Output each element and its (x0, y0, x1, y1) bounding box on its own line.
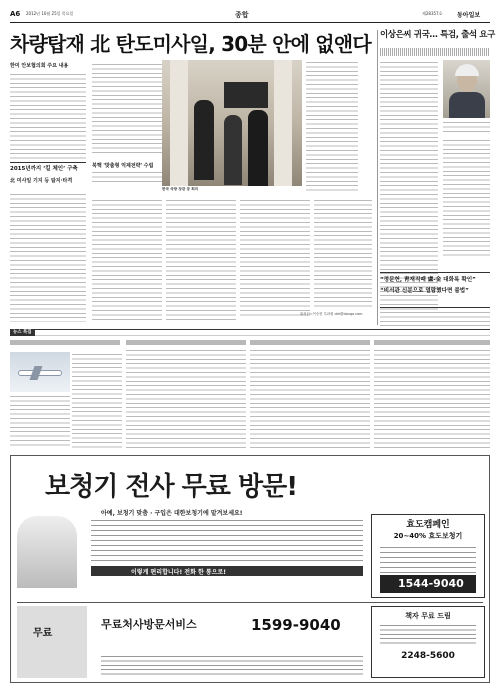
lead-subhead-4-box (92, 160, 162, 170)
lead-headline: 차량탑재 北 탄도미사일, 30분 안에 없앤다 (10, 32, 371, 56)
news-bar (10, 329, 490, 336)
aircraft-photo (10, 352, 70, 392)
portrait-body (449, 92, 485, 118)
issue-number: 제28357호 (422, 11, 443, 16)
column-divider (377, 30, 378, 325)
story-3-body (126, 348, 246, 448)
story-2-body (72, 352, 122, 448)
ad-free-badge: 무료 (33, 628, 53, 639)
story-2-title (10, 340, 120, 345)
quote-line-1: “정문헌, 靑재직때 盧-金 대화록 확인” (380, 277, 476, 283)
ad-service-box (101, 616, 363, 652)
lead-body-2 (10, 192, 86, 322)
lead-subhead-4: 북핵 '맞춤형 억제전략' 수립 (92, 163, 154, 169)
photo-person-3 (248, 110, 268, 186)
photo-sign (224, 82, 268, 108)
lead-body-9 (306, 60, 358, 192)
lead-subhead-2-box (10, 162, 86, 185)
ad-service: 무료처사방문서비스 (101, 618, 197, 631)
book-offer: 책자 무료 드림 (405, 612, 451, 620)
ad-note-bar (91, 566, 363, 576)
story-2-body-b (10, 394, 70, 448)
campaign-phone-box (380, 575, 476, 593)
ad-body-lines (91, 518, 363, 564)
ad-model-figure (17, 516, 77, 588)
campaign-phone: 1544-9040 (398, 577, 464, 590)
lead-body-8 (314, 198, 372, 308)
page-header (10, 10, 490, 22)
lead-body-7 (240, 198, 310, 318)
right-story-title: 이상은씨 귀국… 특검, 출석 요구 (380, 30, 495, 40)
lead-byline: 워싱턴=이승헌 특파원 ddr@donga.com (300, 312, 363, 316)
portrait-hair (455, 64, 479, 76)
ad-phone-main: 1599-9040 (251, 616, 341, 634)
campaign-body (380, 545, 476, 573)
story-4-title (250, 340, 370, 345)
page-date: 2012년 10월 25일 목요일 (26, 11, 74, 16)
lead-subhead-3: 北 미사일 기지 등 탐지·타격 (10, 178, 73, 184)
book-phone: 2248-5600 (401, 651, 455, 661)
story-5-title (374, 340, 490, 345)
ad-subline: 아예, 보청기 맞춤 · 구입은 대한보청기에 맡겨보세요! (101, 510, 243, 517)
portrait-photo (443, 60, 490, 118)
header-rule (10, 22, 490, 23)
photo-building-column (170, 60, 188, 186)
quote-box (380, 272, 490, 308)
ad-fine-print (101, 654, 363, 678)
paper-name: 동아일보 (457, 12, 481, 19)
lead-subhead-1: 한미 안보협의회 주요 내용 (10, 63, 69, 69)
photo-person-1 (194, 100, 214, 180)
photo-person-2 (224, 115, 242, 185)
ad-bottom-left (17, 606, 87, 678)
ad-divider (17, 602, 483, 603)
book-offer-body (380, 623, 476, 647)
section-title: 종합 (235, 11, 249, 19)
campaign-box (371, 514, 485, 598)
lead-subhead-2: 2015년까지 ‘킬 체인’ 구축 (10, 166, 78, 172)
lead-photo (162, 60, 302, 186)
story-5-body (374, 348, 490, 448)
quote-line-2: “비서관 신분으로 열람했다면 불법” (380, 288, 469, 294)
lead-body-1 (10, 72, 86, 160)
page-number: A6 (10, 10, 21, 18)
right-story-body-3 (380, 310, 490, 326)
lead-body-4 (92, 170, 162, 182)
ad-note-text: 이렇게 편리합니다! 전화 한 통으로! (131, 569, 226, 576)
lead-subhead-box (10, 62, 86, 70)
photo-building-column (274, 60, 292, 186)
lead-body-6 (166, 198, 236, 322)
portrait-caption (443, 120, 490, 134)
story-3-title (126, 340, 246, 345)
book-offer-box (371, 606, 485, 678)
lead-body-5 (92, 198, 162, 322)
ad-panel (10, 455, 490, 683)
campaign-discount: 20~40% 효도보청기 (393, 532, 463, 540)
campaign-title: 효도캠페인 (406, 520, 450, 530)
photo-caption-title: 한국 국방 장관 등 회의 (162, 187, 199, 191)
story-4-body (250, 348, 370, 448)
right-story-subhead (380, 48, 490, 56)
lead-body-3 (92, 62, 162, 156)
right-story-body-2 (443, 138, 490, 258)
ad-headline: 보청기 전사 무료 방문! (45, 472, 298, 502)
news-bar-label: 뉴스 특집 (10, 330, 35, 336)
